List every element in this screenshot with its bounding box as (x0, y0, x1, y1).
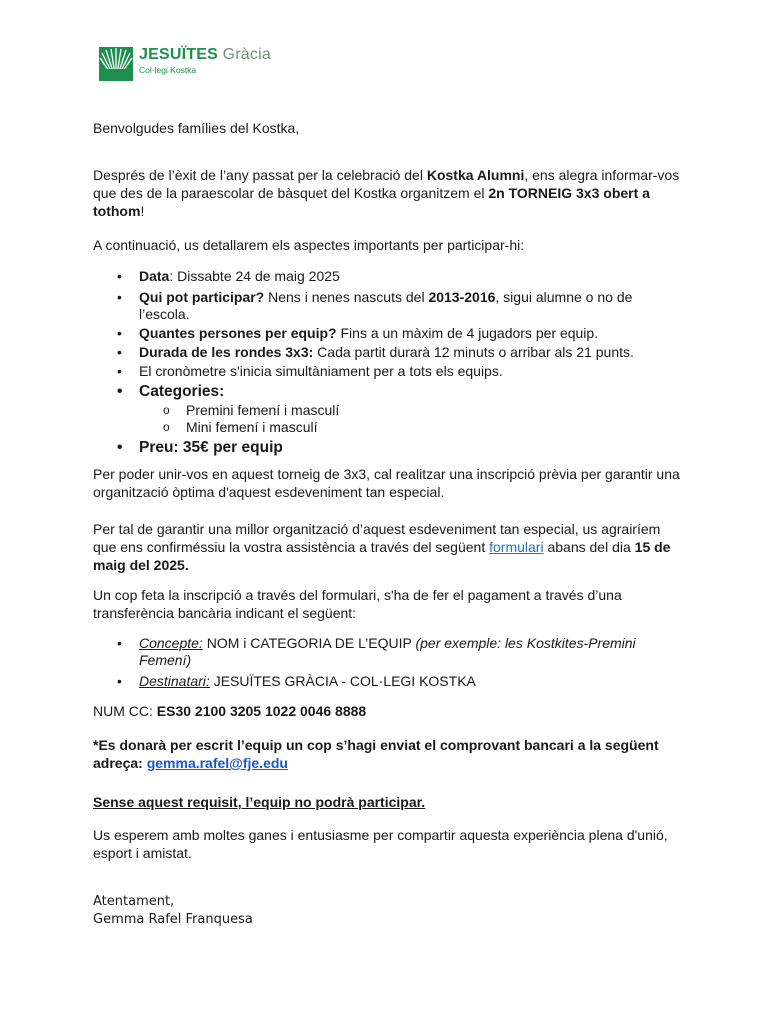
list-item: • Destinatari: JESUÏTES GRÀCIA - COL·LEGI KOSTKA (117, 673, 476, 689)
form-link[interactable]: formulari (489, 539, 544, 555)
list-item: • Data: Dissabte 24 de maig 2025 (117, 268, 340, 284)
payment-intro: Un cop feta la inscripció a través del formulari, s'ha de fer el pagament a través d’una transferència bancària indicant el següent: (93, 587, 622, 621)
school-logo (99, 47, 271, 81)
payment-list (93, 635, 683, 690)
requirement-notice: Sense aquest requisit, l’equip no podrà participar. (93, 794, 426, 810)
sunburst-logo-icon (99, 47, 133, 81)
details-intro: A continuació, us detallarem els aspectes importants per participar-hi: (93, 237, 525, 253)
logo-subtitle: Col·legi Kostka (139, 65, 197, 75)
signature: Gemma Rafel Franquesa (93, 912, 253, 927)
email-link[interactable]: gemma.rafel@fje.edu (146, 755, 288, 771)
confirm-paragraph: Per tal de garantir una millor organització d’aquest esdeveniment tan especial, us agrairíem que ens confirméssiu la vostra assistència a través del següent formulari abans del dia 15 de maig del 2025. (93, 521, 671, 573)
details-list (93, 268, 683, 458)
list-item: • Concepte: NOM i CATEGORIA DE L’EQUIP (per exemple: les Kostkites-Premini Femení) (117, 635, 636, 668)
closing-paragraph: Us esperem amb moltes ganes i entusiasme per compartir aquesta experiència plena d'unió, esport i amistat. (93, 827, 668, 861)
receipt-paragraph: *Es donarà per escrit l’equip un cop s’hagi enviat el comprovant bancari a la següent adreça: gemma.rafel@fje.edu (93, 737, 659, 771)
category-item: o Premini femení i masculí (163, 402, 340, 418)
intro-paragraph: Després de l’èxit de l’any passat per la celebració del Kostka Alumni, ens alegra informar-vos que des de la paraescolar de bàsquet del Kostka organitzem el 2n TORNEIG 3x3 obert a tothom! (93, 167, 680, 219)
account-number: NUM CC: ES30 2100 3205 1022 0046 8888 (93, 703, 367, 719)
list-item: • Qui pot participar? Nens i nenes nascuts del 2013-2016, sigui alumne o no de l’escola. (117, 289, 633, 322)
categories-heading: • Categories: (117, 383, 225, 400)
category-item: o Mini femení i masculí (163, 419, 318, 435)
inscription-paragraph: Per poder unir-vos en aquest torneig de 3x3, cal realitzar una inscripció prèvia per garantir una organització òptima d'aquest esdeveniment tan especial. (93, 466, 680, 500)
price-item: • Preu: 35€ per equip (117, 439, 283, 456)
salutation: Benvolgudes famílies del Kostka, (93, 120, 300, 136)
list-item: • Durada de les rondes 3x3: Cada partit durarà 12 minuts o arribar als 21 punts. (117, 344, 634, 360)
signoff: Atentament, (93, 894, 175, 909)
list-item: • El cronòmetre s'inicia simultàniament per a tots els equips. (117, 363, 503, 379)
list-item: • Quantes persones per equip? Fins a un màxim de 4 jugadors per equip. (117, 325, 599, 341)
logo-name-light: Gràcia (222, 46, 271, 63)
logo-name-bold: JESUÏTES (139, 46, 218, 63)
